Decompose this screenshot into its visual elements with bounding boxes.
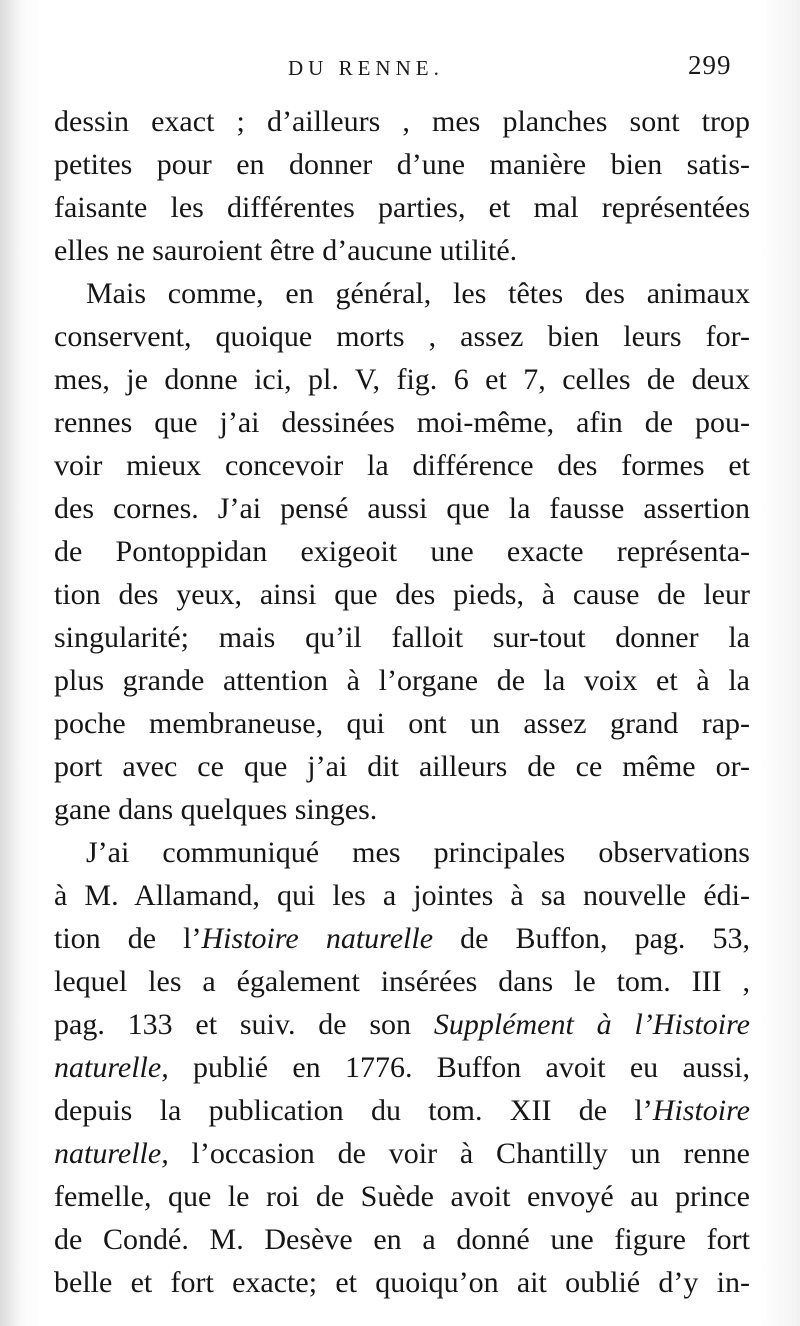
text-line: elles ne sauroient être d’aucune utilité.	[54, 234, 518, 267]
text-line: des cornes. J’ai pensé aussi que la fausse assertion	[54, 492, 750, 525]
italic-title: Histoire naturelle	[201, 922, 434, 955]
text-line: femelle, que le roi de Suède avoit envoyé au prince	[54, 1180, 750, 1213]
text-line: plus grande attention à l’organe de la voix et à la	[54, 664, 750, 697]
italic-title: Histoire	[652, 1094, 750, 1127]
italic-title: Supplément à l’Histoire	[433, 1008, 750, 1041]
text-run: de Buffon, pag. 53,	[433, 922, 750, 955]
italic-title: naturelle,	[54, 1051, 169, 1084]
body-text	[54, 100, 750, 1304]
text-line: singularité; mais qu’il falloit sur-tout donner la	[54, 621, 750, 654]
running-head	[0, 50, 800, 96]
running-title: DU RENNE.	[288, 56, 444, 80]
text-line: belle et fort exacte; et quoiqu’on ait oublié d’y in-	[54, 1266, 750, 1299]
text-run: pag. 133 et suiv. de son	[54, 1008, 434, 1041]
text-line: port avec ce que j’ai dit ailleurs de ce même or-	[54, 750, 750, 783]
text-run: depuis la publication du tom. XII de l’	[54, 1094, 653, 1127]
paragraph-start-line: Mais comme, en général, les têtes des animaux	[86, 277, 750, 310]
text-line: tion des yeux, ainsi que des pieds, à cause de leur	[54, 578, 750, 611]
text-line	[54, 1132, 750, 1175]
text-line	[54, 1003, 750, 1046]
text-line: faisante les différentes parties, et mal représentées	[54, 191, 750, 224]
text-line: petites pour en donner d’une manière bien satis-	[54, 148, 750, 181]
page-number: 299	[688, 50, 732, 80]
text-line: gane dans quelques singes.	[54, 793, 378, 826]
text-run: tion de l’	[54, 922, 202, 955]
paragraph-start-line: J’ai communiqué mes principales observations	[86, 836, 750, 869]
text-line: à M. Allamand, qui les a jointes à sa nouvelle édi-	[54, 879, 750, 912]
text-line	[54, 1089, 750, 1132]
text-line: de Pontoppidan exigeoit une exacte représenta-	[54, 535, 750, 568]
text-line: dessin exact ; d’ailleurs , mes planches sont trop	[54, 105, 750, 138]
text-line: de Condé. M. Desève en a donné une figure fort	[54, 1223, 750, 1256]
text-run: l’occasion de voir à Chantilly un renne	[168, 1137, 750, 1170]
italic-title: naturelle,	[54, 1137, 169, 1170]
text-line: poche membraneuse, qui ont un assez grand rap-	[54, 707, 750, 740]
text-line: mes, je donne ici, pl. V, fig. 6 et 7, celles de deux	[54, 363, 750, 396]
text-line: rennes que j’ai dessinées moi-même, afin de pou-	[54, 406, 750, 439]
text-line	[54, 1046, 750, 1089]
text-line: lequel les a également insérées dans le tom. III ,	[54, 965, 750, 998]
text-line: voir mieux concevoir la différence des formes et	[54, 449, 750, 482]
text-line: conservent, quoique morts , assez bien leurs for-	[54, 320, 750, 353]
text-line	[54, 917, 750, 960]
text-run: publié en 1776. Buffon avoit eu aussi,	[168, 1051, 750, 1084]
page-spine-shadow	[0, 0, 22, 1326]
